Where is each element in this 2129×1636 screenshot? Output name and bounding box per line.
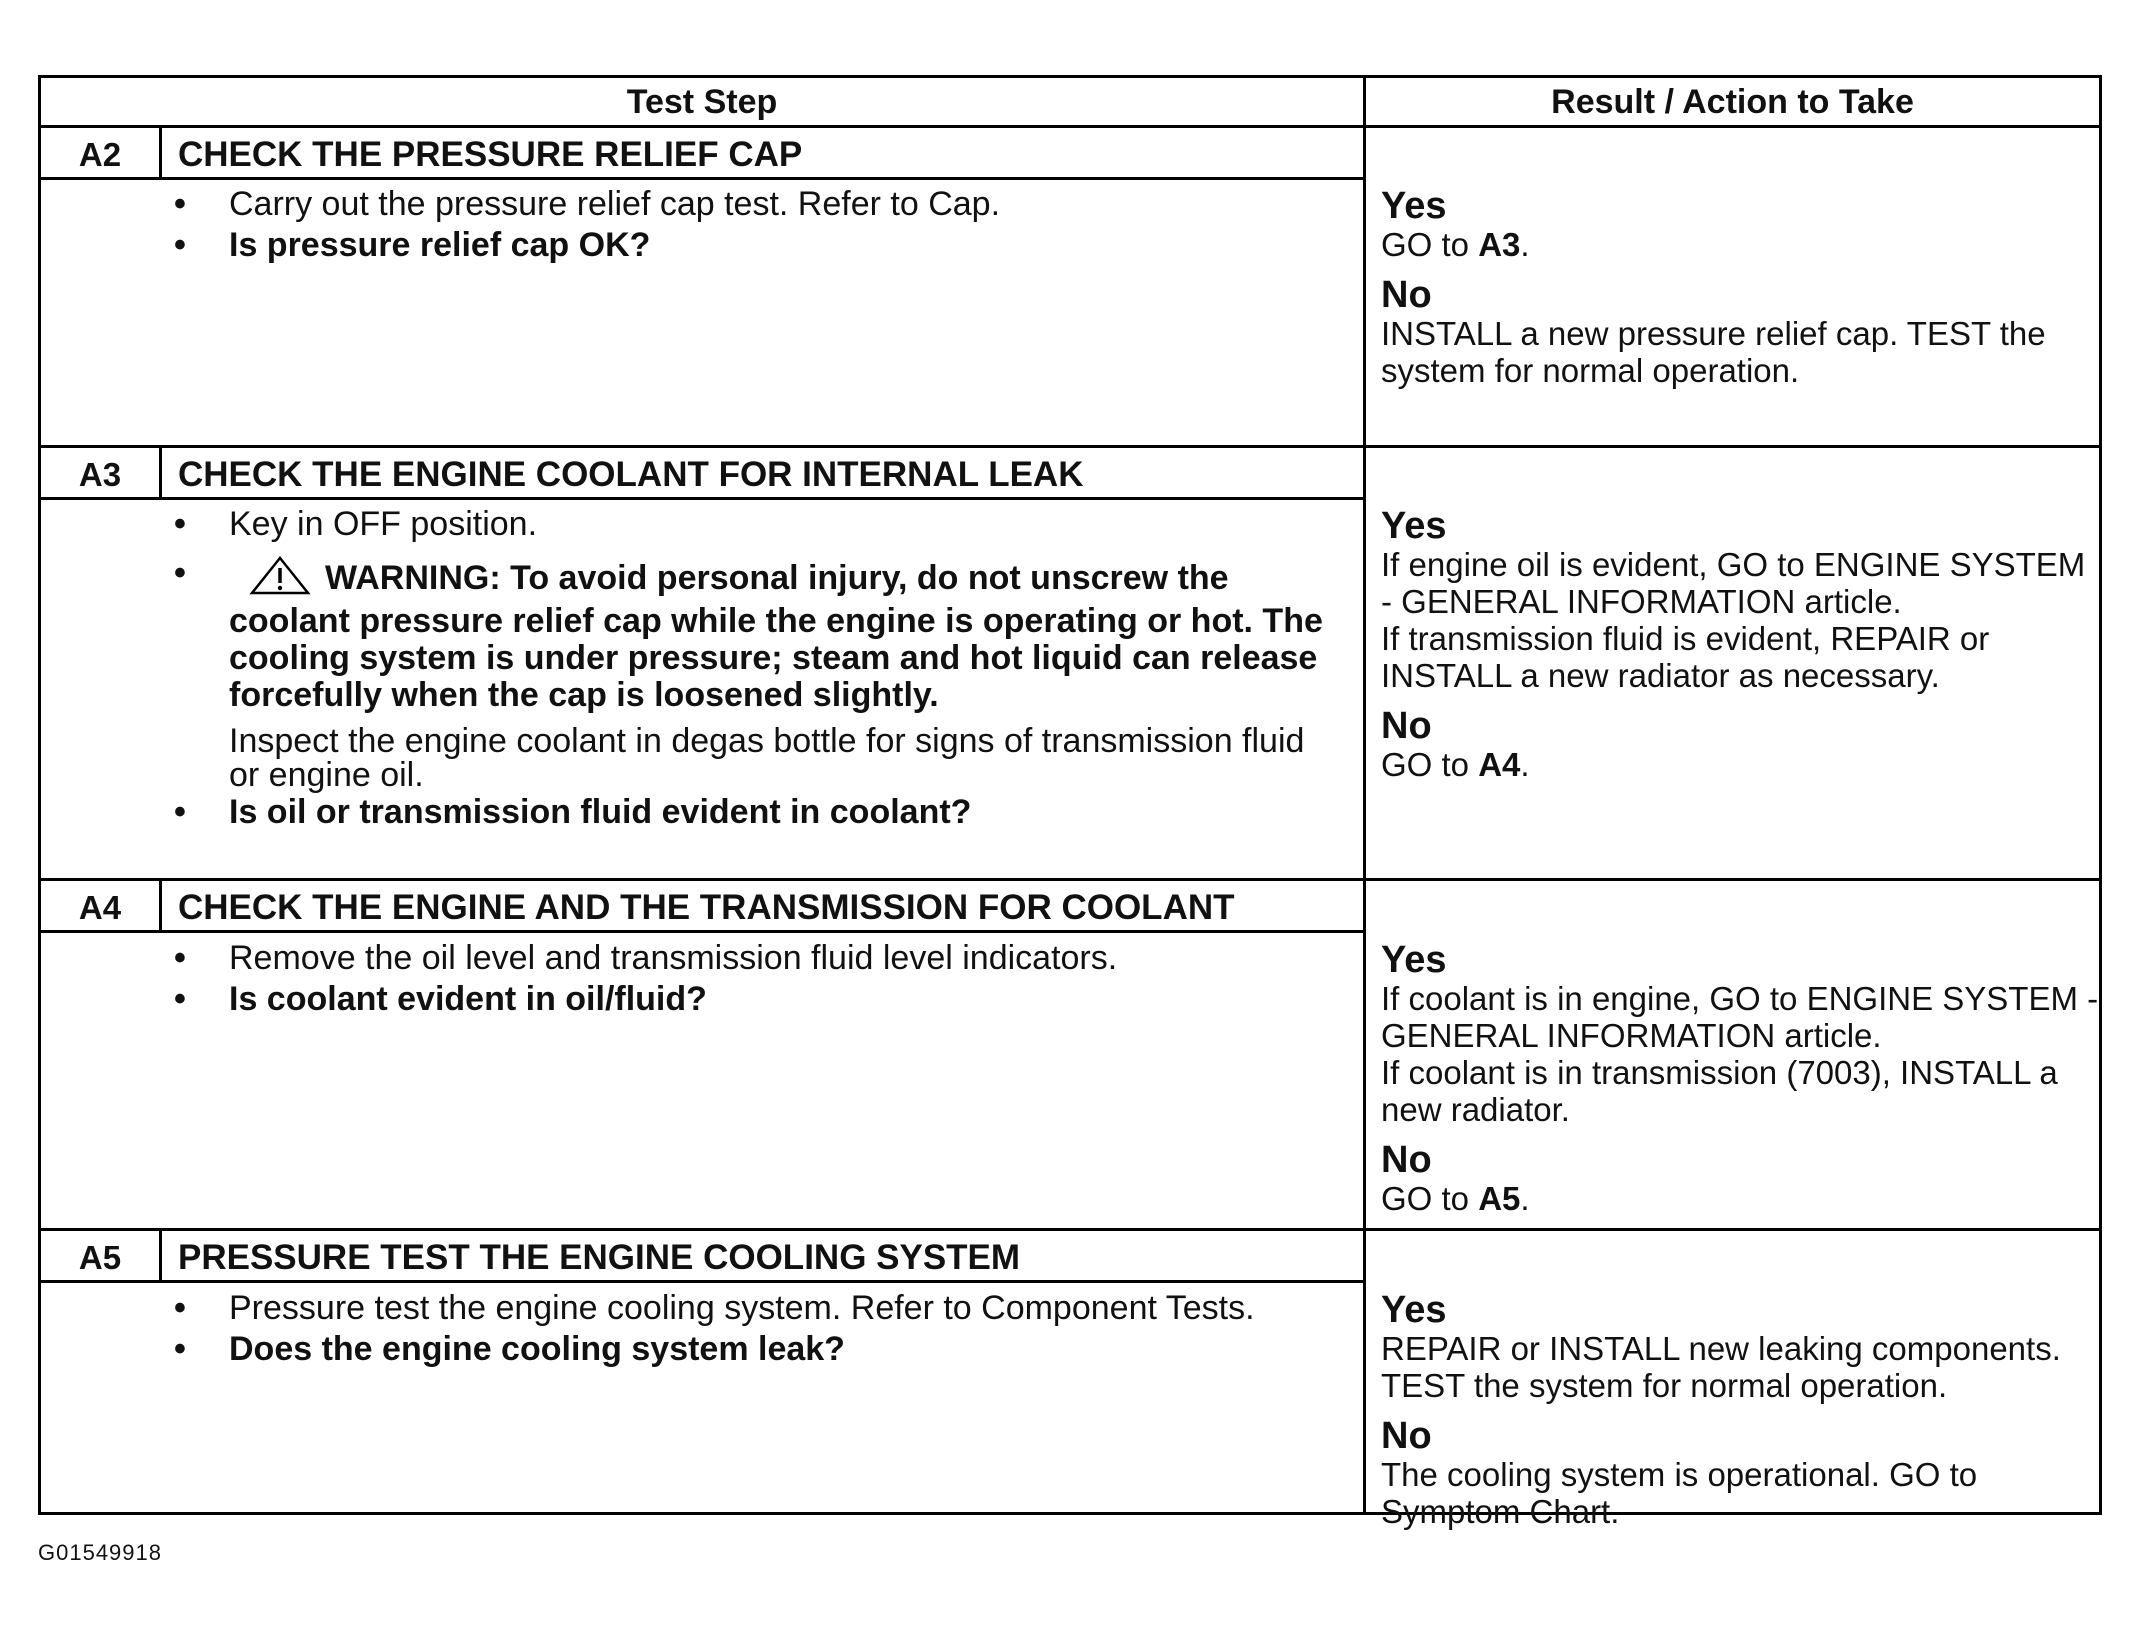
- step-title: PRESSURE TEST THE ENGINE COOLING SYSTEM: [178, 1238, 1021, 1277]
- warning-item: [174, 555, 1344, 714]
- step-instructions: [174, 506, 1344, 835]
- no-label: No: [1381, 1415, 1432, 1457]
- step-title: CHECK THE ENGINE COOLANT FOR INTERNAL LEAK: [178, 455, 1084, 494]
- yes-label: Yes: [1381, 185, 1447, 227]
- title-rule: [41, 177, 1363, 180]
- yes-label: Yes: [1381, 939, 1447, 981]
- list-item: • Is coolant evident in oil/fluid?: [174, 981, 1344, 1018]
- diagnostic-table: [38, 75, 2102, 1530]
- list-item: • Pressure test the engine cooling system. Refer to Component Tests.: [174, 1290, 1344, 1327]
- step-id: A4: [78, 889, 122, 926]
- yes-action: GO to A3.: [1381, 226, 1530, 263]
- step-title: CHECK THE PRESSURE RELIEF CAP: [178, 135, 803, 174]
- figure-id: G01549918: [38, 1540, 162, 1565]
- step-result: [1381, 506, 2101, 783]
- no-action: GO to A5.: [1381, 1180, 1530, 1217]
- step-id: A5: [78, 1239, 122, 1276]
- no-label: No: [1381, 1139, 1432, 1181]
- no-label: No: [1381, 274, 1432, 316]
- step-result: [1381, 1290, 2101, 1530]
- header-test-step: Test Step: [626, 83, 778, 121]
- step-result: [1381, 186, 2101, 389]
- no-action: INSTALL a new pressure relief cap. TEST the system for normal operation.: [1381, 315, 2046, 389]
- yes-action: If engine oil is evident, GO to ENGINE SYSTEM - GENERAL INFORMATION article.: [1381, 546, 2086, 620]
- title-rule: [41, 930, 1363, 933]
- title-rule: [41, 1280, 1363, 1283]
- yes-action: REPAIR or INSTALL new leaking components. TEST the system for normal operation.: [1381, 1330, 2061, 1404]
- id-column-divider: [159, 878, 162, 930]
- list-item: • Carry out the pressure relief cap test. Refer to Cap.: [174, 186, 1344, 223]
- id-column-divider: [159, 445, 162, 497]
- warning-triangle-icon: [249, 555, 311, 603]
- list-item: • Key in OFF position.: [174, 506, 1344, 543]
- step-result: [1381, 940, 2101, 1217]
- id-column-divider: [159, 125, 162, 177]
- title-rule: [41, 497, 1363, 500]
- step-instructions: [174, 1290, 1344, 1372]
- list-item: • Is oil or transmission fluid evident in coolant?: [174, 794, 1344, 831]
- row-rule: [41, 878, 2099, 881]
- warning-text: WARNING: To avoid personal injury, do not unscrew the coolant pressure relief cap while the engine is operating or hot. The cooling system is under pressure; steam and hot liquid can release forcefully when the cap is loosened slightly.: [229, 559, 1323, 714]
- id-column-divider: [159, 1228, 162, 1280]
- step-instructions: [174, 186, 1344, 268]
- no-action: The cooling system is operational. GO to Symptom Chart.: [1381, 1456, 1978, 1530]
- step-title: CHECK THE ENGINE AND THE TRANSMISSION FOR COOLANT: [178, 888, 1235, 927]
- list-item: • Does the engine cooling system leak?: [174, 1331, 1344, 1368]
- list-item: • Is pressure relief cap OK?: [174, 227, 1344, 264]
- row-rule: [41, 445, 2099, 448]
- step-id: A3: [78, 456, 122, 493]
- yes-label: Yes: [1381, 505, 1447, 547]
- column-divider: [1363, 78, 1366, 1512]
- yes-label: Yes: [1381, 1289, 1447, 1331]
- no-action: GO to A4.: [1381, 746, 1530, 783]
- step-id: A2: [78, 136, 122, 173]
- step-instructions: [174, 940, 1344, 1022]
- header-result-action: Result / Action to Take: [1551, 83, 1914, 121]
- yes-action: If coolant is in engine, GO to ENGINE SYSTEM - GENERAL INFORMATION article.: [1381, 980, 2099, 1054]
- row-rule: [41, 1228, 2099, 1231]
- list-item: • Remove the oil level and transmission fluid level indicators.: [174, 940, 1344, 977]
- inspect-instruction: Inspect the engine coolant in degas bottle for signs of transmission fluid or engine oil.: [229, 722, 1305, 794]
- yes-action: If transmission fluid is evident, REPAIR or INSTALL a new radiator as necessary.: [1381, 620, 1990, 694]
- yes-action: If coolant is in transmission (7003), INSTALL a new radiator.: [1381, 1054, 2058, 1128]
- no-label: No: [1381, 705, 1432, 747]
